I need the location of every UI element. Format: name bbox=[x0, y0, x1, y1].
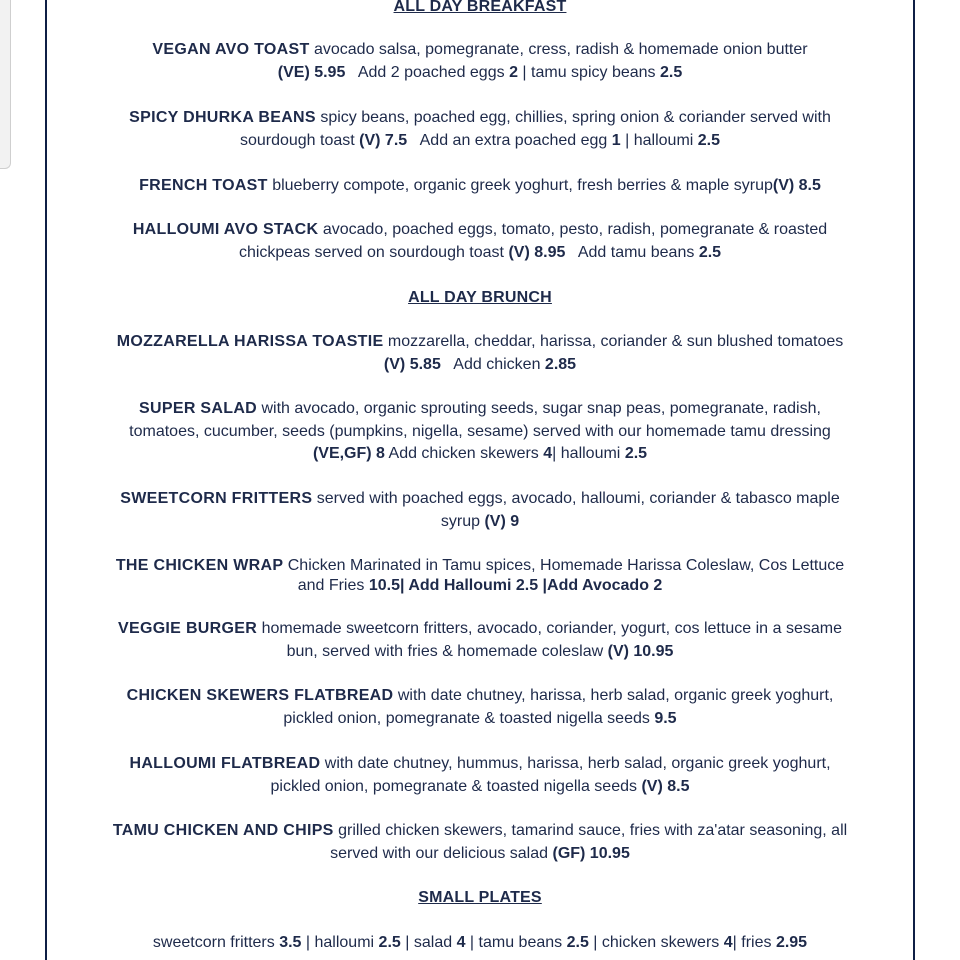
item-addon-price: 2 bbox=[509, 63, 518, 81]
item-price: (V) 9 bbox=[484, 512, 520, 530]
item-price: (VE) 5.95 bbox=[277, 63, 346, 81]
item-addon-price: 2.5 bbox=[659, 63, 683, 81]
item-description: avocado salsa, pomegranate, cress, radish & homemade onion butter bbox=[313, 41, 808, 58]
item-price: (VE,GF) 8 bbox=[312, 445, 385, 462]
small-plates-list bbox=[60, 932, 900, 955]
menu-item-tamu-chicken-and-chips bbox=[110, 820, 850, 865]
item-name: SUPER SALAD bbox=[139, 400, 258, 417]
menu-item-veggie-burger bbox=[118, 618, 842, 663]
item-price: (V) 10.95 bbox=[607, 642, 674, 660]
item-price: (V) 7.5 bbox=[359, 131, 408, 149]
item-description: grilled chicken skewers, tamarind sauce, fries with za'atar seasoning, all served with our delicious salad bbox=[330, 822, 848, 862]
menu-item-vegan-avo-toast bbox=[110, 39, 850, 84]
item-addon: Add an extra poached egg bbox=[419, 131, 608, 149]
item-name: SWEETCORN FRITTERS bbox=[120, 490, 313, 507]
item-name: THE CHICKEN WRAP bbox=[115, 557, 284, 574]
small-plate-item: tamu beans 2.5 | bbox=[478, 934, 598, 951]
item-addon-price: 1 bbox=[611, 131, 621, 149]
item-name: HALLOUMI AVO STACK bbox=[132, 221, 319, 238]
menu-item-super-salad bbox=[110, 398, 850, 466]
item-name: HALLOUMI FLATBREAD bbox=[129, 755, 321, 772]
item-addon: | halloumi bbox=[625, 131, 694, 149]
item-price: (V) 8.5 bbox=[772, 177, 821, 194]
section-heading-breakfast: ALL DAY BREAKFAST bbox=[393, 0, 567, 15]
item-name: CHICKEN SKEWERS FLATBREAD bbox=[126, 687, 394, 704]
item-name: VEGAN AVO TOAST bbox=[152, 41, 310, 58]
menu-item-chicken-wrap bbox=[110, 556, 850, 596]
item-addon: | halloumi bbox=[552, 445, 621, 462]
item-name: TAMU CHICKEN AND CHIPS bbox=[112, 822, 334, 839]
item-price: 10.5| Add Halloumi 2.5 |Add Avocado 2 bbox=[368, 577, 663, 594]
menu-border-right bbox=[913, 0, 915, 960]
item-price: (GF) 10.95 bbox=[552, 844, 630, 862]
menu-item-spicy-dhurka-beans bbox=[110, 107, 850, 152]
small-plate-item: sweetcorn fritters 3.5 | bbox=[152, 934, 311, 951]
item-description: with avocado, organic sprouting seeds, sugar snap peas, pomegranate, radish, tomatoes, cucumber, seeds (pumpkins, nigella, sesame) served with our homemade tamu dressing bbox=[129, 400, 831, 440]
item-name: FRENCH TOAST bbox=[139, 177, 268, 194]
item-description: served with poached eggs, avocado, halloumi, coriander & tabasco maple syrup bbox=[316, 490, 840, 530]
adjacent-page-edge bbox=[0, 0, 11, 169]
item-description: with date chutney, harissa, herb salad, organic greek yoghurt, pickled onion, pomegranate & toasted nigella seeds bbox=[283, 687, 834, 727]
item-addon-price: 2.5 bbox=[698, 243, 722, 261]
menu-border-left bbox=[45, 0, 47, 960]
item-addon: Add chicken bbox=[453, 355, 541, 373]
item-addon: Add tamu beans bbox=[577, 243, 695, 261]
item-name: SPICY DHURKA BEANS bbox=[129, 109, 316, 126]
item-price: (V) 8.5 bbox=[641, 777, 690, 795]
item-addon: Add 2 poached eggs bbox=[357, 63, 505, 81]
menu-item-halloumi-avo-stack bbox=[110, 219, 850, 264]
menu-item-sweetcorn-fritters bbox=[110, 488, 850, 533]
item-addon: | tamu spicy beans bbox=[522, 63, 656, 81]
section-heading-small-plates: SMALL PLATES bbox=[418, 889, 542, 906]
item-name: VEGGIE BURGER bbox=[118, 620, 258, 637]
small-plate-item: chicken skewers 4| bbox=[601, 934, 737, 951]
item-addon: Add chicken skewers bbox=[388, 445, 539, 462]
item-addon-price: 2.5 bbox=[697, 131, 721, 149]
item-description: Chicken Marinated in Tamu spices, Homemade Harissa Coleslaw, Cos Lettuce and Fries bbox=[287, 557, 845, 594]
item-addon-price: 4 bbox=[543, 445, 553, 462]
section-heading-brunch: ALL DAY BRUNCH bbox=[408, 289, 552, 306]
menu-item-french-toast bbox=[110, 175, 850, 198]
menu-item-halloumi-flatbread bbox=[110, 753, 850, 798]
item-description: homemade sweetcorn fritters, avocado, coriander, yogurt, cos lettuce in a sesame bun, served with fries & homemade coleslaw bbox=[261, 620, 842, 660]
item-price: (V) 8.95 bbox=[508, 243, 566, 261]
small-plate-item: fries 2.95 bbox=[741, 934, 808, 951]
item-price: 9.5 bbox=[654, 709, 677, 727]
item-description: with date chutney, hummus, harissa, herb salad, organic greek yoghurt, pickled onion, pomegranate & toasted nigella seeds bbox=[270, 755, 831, 795]
item-addon-price: 2.85 bbox=[544, 355, 577, 373]
small-plate-item: halloumi 2.5 | bbox=[314, 934, 410, 951]
item-description: avocado, poached eggs, tomato, pesto, radish, pomegranate & roasted chickpeas served on sourdough toast bbox=[238, 221, 828, 261]
item-addon-price: 2.5 bbox=[624, 445, 648, 462]
item-description: mozzarella, cheddar, harissa, coriander & sun blushed tomatoes bbox=[387, 333, 844, 350]
menu-item-chicken-skewers-flatbread bbox=[110, 685, 850, 730]
item-price: (V) 5.85 bbox=[383, 355, 441, 373]
menu-item-mozzarella-harissa-toastie bbox=[110, 331, 850, 376]
item-name: MOZZARELLA HARISSA TOASTIE bbox=[116, 333, 384, 350]
small-plate-item: salad 4 | bbox=[413, 934, 475, 951]
item-description: blueberry compote, organic greek yoghurt, fresh berries & maple syrup bbox=[272, 177, 773, 194]
item-description: spicy beans, poached egg, chillies, spring onion & coriander served with sourdough toast bbox=[239, 109, 831, 149]
